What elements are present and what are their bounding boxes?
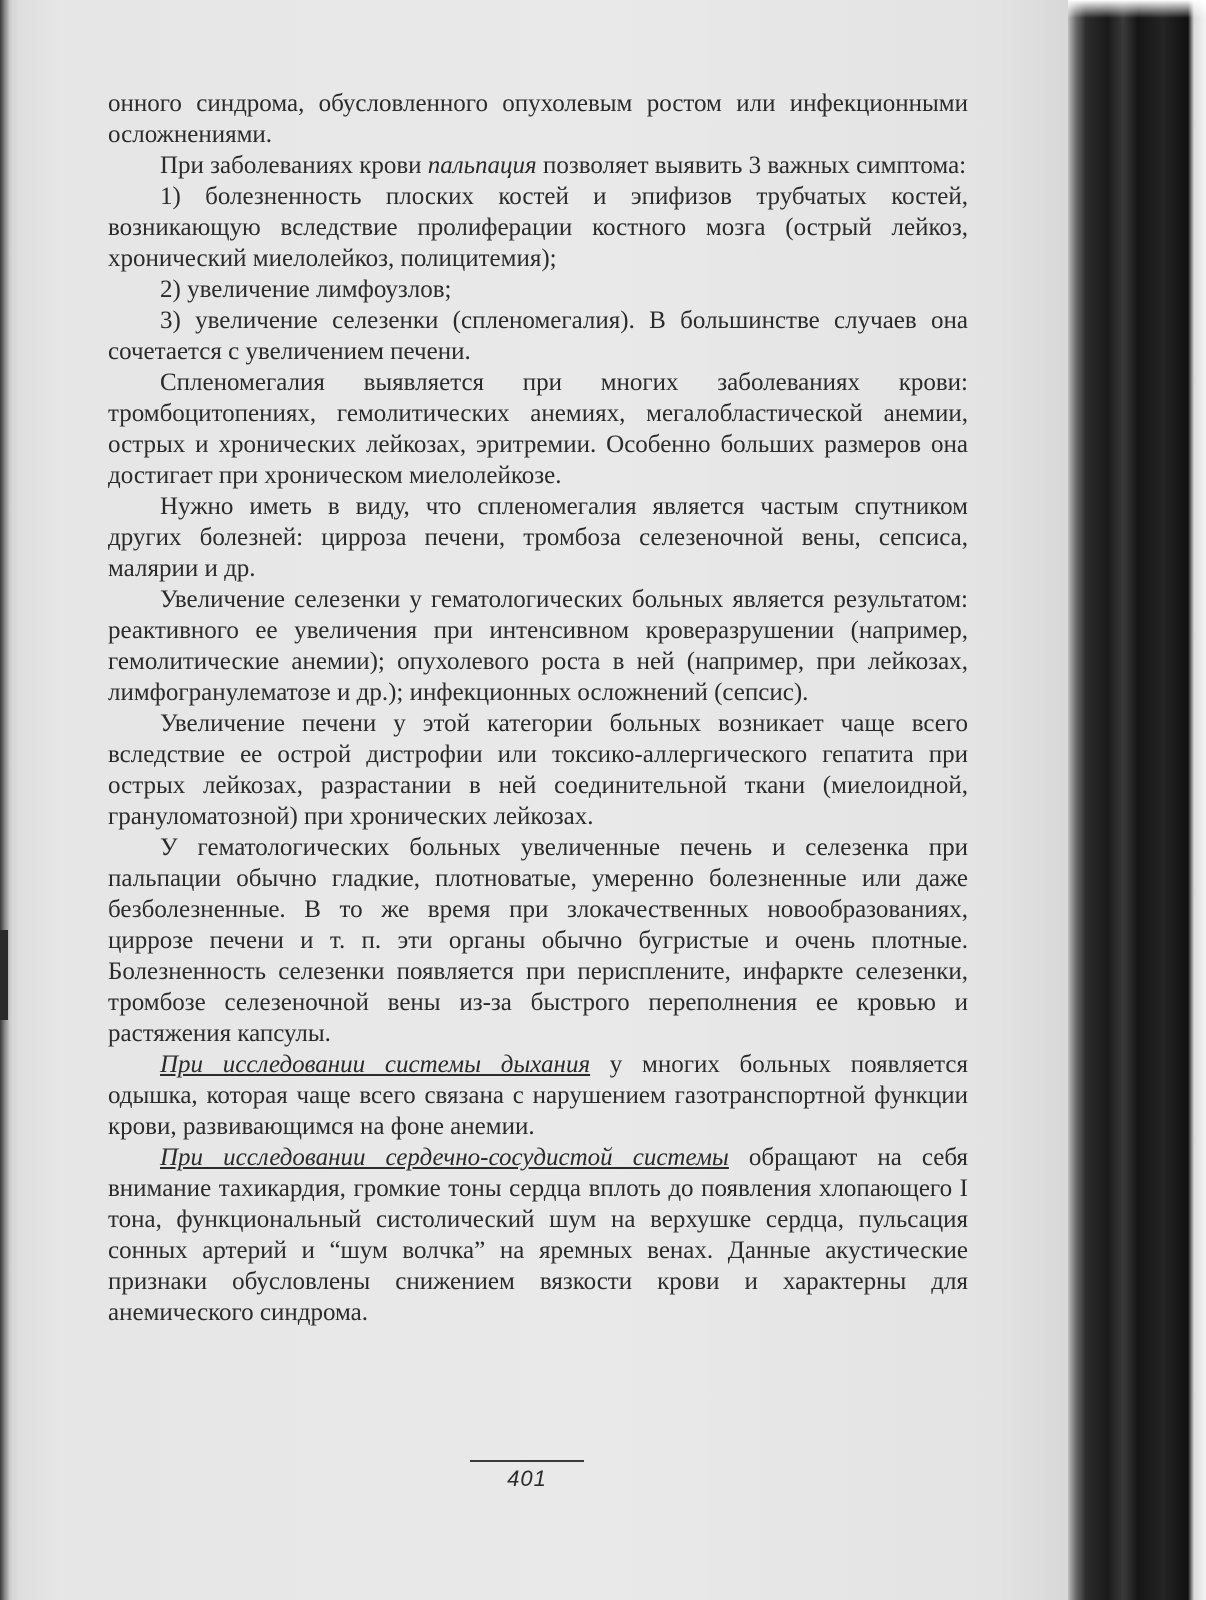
list-item-3 — [108, 305, 968, 367]
paragraph-liver-enlargement — [108, 708, 968, 832]
book-spine-highlight — [1068, 0, 1206, 18]
paragraph-spleen-enlargement — [108, 584, 968, 708]
paragraph-text: позволяет выявить 3 важных симптома: — [536, 152, 967, 179]
body-text — [108, 88, 968, 1328]
emphasis-term: пальпация — [427, 152, 537, 179]
emphasis-heading: При исследовании системы дыхания — [160, 1051, 591, 1078]
paragraph-text: 2) увеличение лимфоузлов; — [160, 276, 452, 303]
paragraph-text: При заболеваниях крови — [160, 152, 428, 179]
paragraph-text: Увеличение селезенки у гематологических больных является результатом: реактивного ее увеличения при интенсивном кроверазрушении (например, гемолитические анемии); опухолевого роста в ней (например, при лейкозах, лимфогранулематозе и др.); инфекционных осложнений (сепсис). — [108, 586, 968, 706]
page-edge-shadow — [0, 0, 10, 1600]
paragraph-text: 1) болезненность плоских костей и эпифизов трубчатых костей, возникающую вследствие пролиферации костного мозга (острый лейкоз, хронический миелолейкоз, полицитемия); — [108, 183, 968, 272]
footer-rule — [470, 1460, 584, 1462]
paragraph-text: у многих больных появляется одышка, которая чаще всего связана с нарушением газотранспортной функции крови, развивающимся на фоне анемии. — [108, 1051, 968, 1140]
paragraph-palpation — [108, 150, 968, 181]
list-item-1 — [108, 181, 968, 274]
paragraph-respiratory — [108, 1049, 968, 1142]
paragraph-text: Нужно иметь в виду, что спленомегалия является частым спутником других болезней: цирроза печени, тромбоза селезеночной вены, сепсиса, малярии и др. — [108, 493, 968, 582]
paragraph-text: Спленомегалия выявляется при многих заболеваниях крови: тромбоцитопениях, гемолитических анемиях, мегалобластической анемии, острых и хронических лейкозах, эритремии. Особенно больших размеров она достигает при хроническом миелолейкозе. — [108, 369, 968, 489]
paragraph-text: обращают на себя внимание тахикардия, громкие тоны сердца вплоть до появления хлопающего I тона, функциональный систолический шум на верхушке сердца, пульсация сонных артерий и “шум волчка” на яремных венах. Данные акустические признаки обусловлены снижением вязкости крови и характерны для анемического синдрома. — [108, 1144, 968, 1326]
emphasis-heading: При исследовании сердечно-сосудистой системы — [160, 1144, 729, 1171]
book-spine — [1068, 0, 1206, 1600]
paragraph-palpation-findings — [108, 832, 968, 1049]
paragraph-text: онного синдрома, обусловленного опухолевым ростом или инфекционными осложнениями. — [108, 90, 968, 148]
page-edge-mark — [0, 930, 8, 1020]
paragraph-other-diseases — [108, 491, 968, 584]
paragraph-splenomegaly — [108, 367, 968, 491]
paragraph-continuation — [108, 88, 968, 150]
paragraph-text: 3) увеличение селезенки (спленомегалия). В большинстве случаев она сочетается с увеличением печени. — [108, 307, 968, 365]
page-footer — [470, 1460, 584, 1492]
paragraph-text: Увеличение печени у этой категории больных возникает чаще всего вследствие ее острой дистрофии или токсико-аллергического гепатита при острых лейкозах, разрастании в ней соединительной ткани (миелоидной, грануломатозной) при хронических лейкозах. — [108, 710, 968, 830]
page-number: 401 — [507, 1466, 547, 1491]
list-item-2 — [108, 274, 968, 305]
paragraph-text: У гематологических больных увеличенные печень и селезенка при пальпации обычно гладкие, плотноватые, умеренно болезненные или даже безболезненные. В то же время при злокачественных новообразованиях, циррозе печени и т. п. эти органы обычно бугристые и очень плотные. Болезненность селезенки появляется при периспленитe, инфаркте селезенки, тромбозе селезеночной вены из-за быстрого переполнения ее кровью и растяжения капсулы. — [108, 834, 968, 1047]
paragraph-cardiovascular — [108, 1142, 968, 1328]
